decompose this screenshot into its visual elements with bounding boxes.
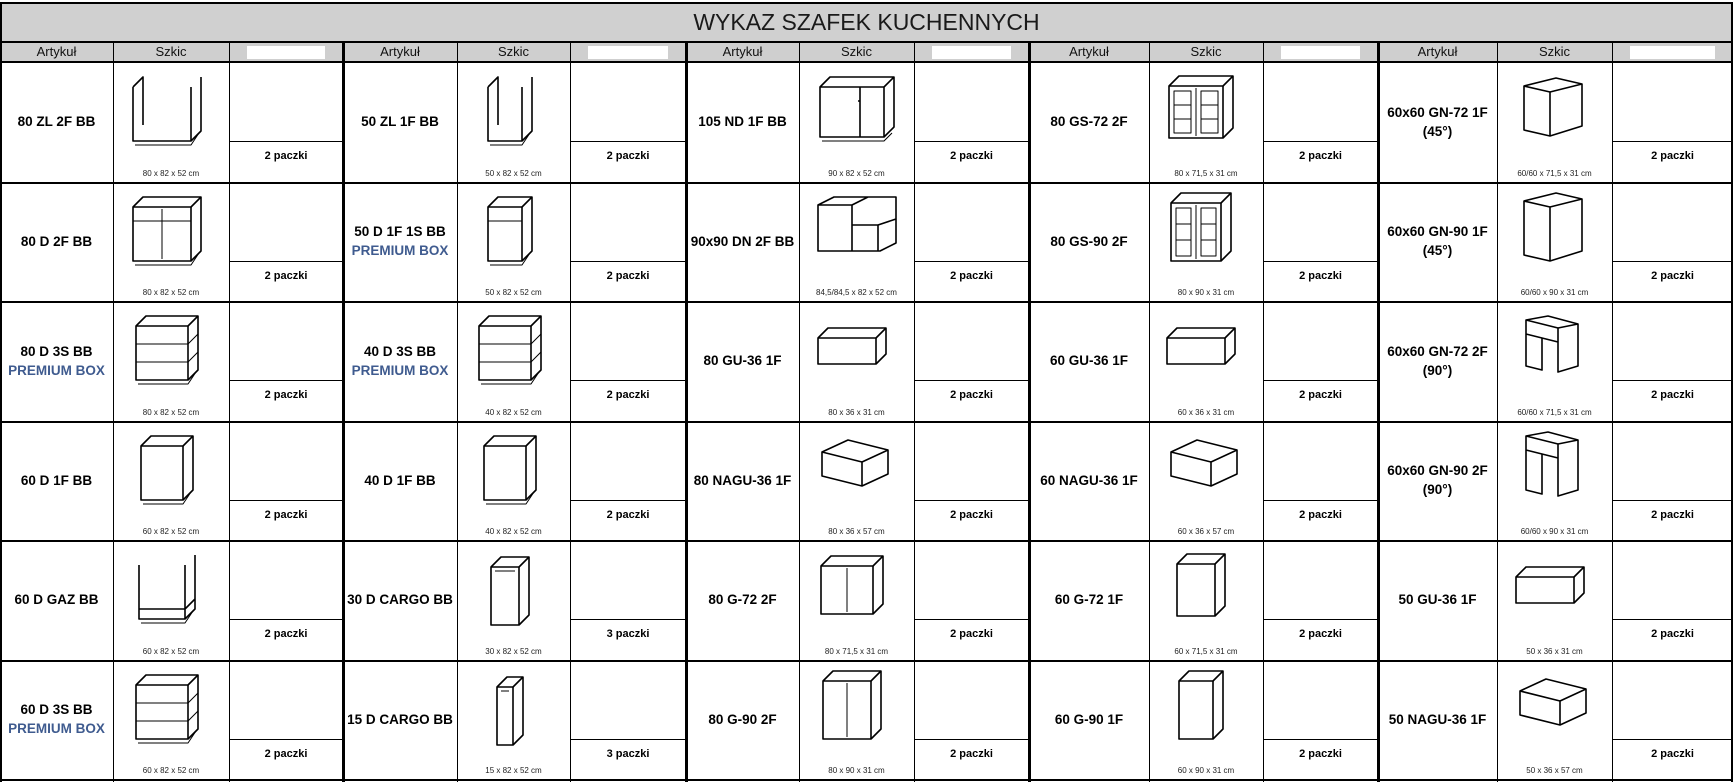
packages-count: 2 paczki: [264, 747, 308, 760]
article-name: [1378, 63, 1497, 183]
corner-wall-cabinet-90-icon: [1510, 310, 1600, 394]
dimensions-label: 60 x 82 x 52 cm: [142, 527, 200, 536]
packages-count: 2 paczki: [950, 628, 993, 640]
article-code: 30 D CARGO BB: [347, 592, 453, 608]
packages-count: 2 paczki: [1651, 508, 1694, 521]
article-name: [686, 541, 799, 661]
article-code: 80 D 3S BB: [20, 343, 93, 359]
row-border: [0, 540, 1733, 542]
article-name: [343, 183, 457, 303]
header-szkic: Szkic: [497, 44, 530, 59]
article-code: 60 G-90 1F: [1054, 711, 1124, 727]
wall-cabinet-1-door-tall-icon: [1161, 669, 1251, 753]
row-border: [0, 182, 1733, 184]
cell-divider: [914, 141, 1029, 142]
article-name: [1378, 422, 1497, 542]
article-name: [0, 541, 113, 661]
base-cabinet-2-door-icon: [126, 191, 216, 275]
header-bottom-border: [0, 61, 1733, 63]
cell-divider: [1612, 380, 1733, 381]
cargo-cabinet-narrow-icon: [469, 669, 559, 753]
column-border: [799, 43, 800, 782]
article-name: [0, 63, 113, 183]
article-subtitle: (90°): [1422, 482, 1453, 498]
cell-divider: [570, 141, 686, 142]
wall-cabinet-2-door-tall-icon: [812, 669, 902, 753]
packages-count: 2 paczki: [606, 150, 650, 162]
dimensions-label: 60/60 x 71,5 x 31 cm: [1517, 168, 1592, 178]
cell-divider: [914, 739, 1029, 740]
wall-cabinet-2-door-icon: [812, 549, 902, 633]
column-group-border: [342, 43, 345, 782]
base-cabinet-1-door-icon: [469, 430, 559, 514]
packages-count: 2 paczki: [606, 508, 650, 521]
column-border: [229, 43, 230, 782]
frame-top-border: [0, 2, 1733, 4]
packages-count: 2 paczki: [1651, 747, 1694, 760]
header-szkic: Szkic: [1538, 44, 1571, 59]
header-blank-field: [1630, 46, 1715, 59]
column-border: [570, 43, 571, 782]
cell-divider: [1263, 500, 1378, 501]
cell-divider: [229, 619, 343, 620]
cell-divider: [570, 500, 686, 501]
article-code: 80 G-90 2F: [708, 711, 777, 727]
cell-divider: [570, 380, 686, 381]
packages-count: 2 paczki: [606, 269, 650, 282]
row-border: [0, 421, 1733, 423]
oven-cabinet-icon: [126, 549, 216, 633]
dimensions-label: 60 x 82 x 52 cm: [142, 646, 200, 656]
article-name: [686, 63, 799, 183]
packages-count: 2 paczki: [950, 269, 993, 282]
corner-wall-cabinet-45-tall-icon: [1510, 191, 1600, 275]
cell-divider: [914, 500, 1029, 501]
dimensions-label: 60 x 71,5 x 31 cm: [1174, 646, 1238, 656]
dimensions-label: 60 x 82 x 52 cm: [142, 766, 200, 775]
article-name: [1378, 302, 1497, 422]
article-subtitle: PREMIUM BOX: [351, 362, 449, 378]
article-name: [1029, 541, 1149, 661]
article-name: [686, 183, 799, 303]
column-border: [1263, 43, 1264, 782]
dimensions-label: 60 x 90 x 31 cm: [1177, 766, 1235, 775]
packages-count: 2 paczki: [1651, 269, 1694, 282]
header-szkic: Szkic: [155, 44, 187, 59]
article-code: 105 ND 1F BB: [698, 114, 787, 130]
article-name: [1029, 183, 1149, 303]
article-code: 60 G-72 1F: [1054, 592, 1124, 608]
article-code: 60 D 3S BB: [20, 702, 93, 718]
dimensions-label: 60 x 36 x 57 cm: [1177, 527, 1235, 536]
column-group-border: [685, 43, 688, 782]
cell-divider: [570, 261, 686, 262]
page-title: WYKAZ SZAFEK KUCHENNYCH: [693, 9, 1040, 35]
glass-wall-cabinet-tall-icon: [1161, 191, 1251, 275]
dimensions-label: 30 x 82 x 52 cm: [485, 646, 542, 656]
header-blank-field: [932, 46, 1011, 59]
article-code: 50 GU-36 1F: [1398, 592, 1477, 608]
cell-divider: [229, 261, 343, 262]
cell-divider: [1612, 739, 1733, 740]
dimensions-label: 40 x 82 x 52 cm: [485, 527, 542, 536]
article-code: 60x60 GN-72 1F: [1387, 104, 1488, 120]
cell-divider: [229, 500, 343, 501]
header-szkic: Szkic: [1190, 44, 1222, 59]
cell-divider: [914, 261, 1029, 262]
article-name: [686, 302, 799, 422]
dimensions-label: 90 x 82 x 52 cm: [828, 168, 885, 178]
packages-count: 2 paczki: [1299, 628, 1342, 640]
dimensions-label: 60 x 36 x 31 cm: [1177, 407, 1235, 417]
column-border: [457, 43, 458, 782]
article-subtitle: PREMIUM BOX: [8, 362, 105, 378]
article-name: [343, 661, 457, 781]
packages-count: 2 paczki: [264, 389, 308, 401]
article-code: 60 D GAZ BB: [14, 592, 99, 608]
dimensions-label: 84,5/84,5 x 82 x 52 cm: [816, 288, 897, 297]
article-code: 90x90 DN 2F BB: [690, 233, 795, 249]
article-code: 40 D 1F BB: [364, 472, 436, 488]
packages-count: 2 paczki: [950, 389, 993, 401]
deep-wall-cabinet-icon: [1161, 430, 1251, 514]
column-border: [914, 43, 915, 782]
base-cabinet-3-drawer-icon: [126, 310, 216, 394]
wall-cabinet-low-icon: [812, 310, 902, 394]
article-subtitle: (90°): [1422, 362, 1453, 378]
dimensions-label: 80 x 71,5 x 31 cm: [1174, 168, 1238, 178]
wall-cabinet-low-icon: [1161, 310, 1251, 394]
cell-divider: [570, 619, 686, 620]
article-name: [343, 541, 457, 661]
header-szkic: Szkic: [840, 44, 873, 59]
packages-count: 3 paczki: [606, 628, 650, 640]
article-name: [343, 63, 457, 183]
glass-wall-cabinet-icon: [1161, 71, 1251, 155]
article-name: [1029, 661, 1149, 781]
packages-count: 2 paczki: [1299, 389, 1342, 401]
dimensions-label: 80 x 90 x 31 cm: [1177, 288, 1235, 297]
article-name: [343, 302, 457, 422]
article-code: 80 GS-90 2F: [1050, 233, 1128, 249]
packages-count: 2 paczki: [264, 150, 308, 162]
deep-wall-cabinet-icon: [812, 430, 902, 514]
base-cabinet-drawer-door-icon: [469, 191, 559, 275]
cell-divider: [1263, 739, 1378, 740]
corner-wall-cabinet-45-icon: [1510, 71, 1600, 155]
cargo-cabinet-icon: [469, 549, 559, 633]
article-name: [0, 422, 113, 542]
packages-count: 3 paczki: [606, 747, 650, 760]
dimensions-label: 50 x 82 x 52 cm: [485, 168, 542, 178]
article-code: 60x60 GN-90 1F: [1387, 224, 1488, 240]
wall-cabinet-low-icon: [1510, 549, 1600, 633]
article-code: 50 D 1F 1S BB: [354, 224, 446, 240]
packages-count: 2 paczki: [606, 389, 650, 401]
article-code: 80 GU-36 1F: [703, 353, 782, 369]
dimensions-label: 80 x 36 x 31 cm: [828, 407, 885, 417]
column-border: [1612, 43, 1613, 782]
header-blank-field: [1281, 46, 1360, 59]
base-cabinet-1-door-icon: [126, 430, 216, 514]
article-code: 60x60 GN-72 2F: [1387, 343, 1488, 359]
dimensions-label: 50 x 82 x 52 cm: [485, 288, 542, 297]
cell-divider: [914, 380, 1029, 381]
article-name: [1378, 183, 1497, 303]
corner-base-cabinet-icon: [812, 71, 902, 155]
dimensions-label: 60/60 x 90 x 31 cm: [1520, 527, 1589, 536]
row-border: [0, 779, 1733, 781]
packages-count: 2 paczki: [1299, 747, 1342, 760]
cell-divider: [1263, 619, 1378, 620]
packages-count: 2 paczki: [264, 628, 308, 640]
article-name: [1029, 422, 1149, 542]
header-artykul: Artykuł: [36, 44, 77, 59]
header-blank-field: [588, 46, 668, 59]
article-name: [1029, 63, 1149, 183]
cell-divider: [1263, 261, 1378, 262]
cell-divider: [1612, 261, 1733, 262]
base-cabinet-3-drawer-icon: [126, 669, 216, 753]
dimensions-label: 50 x 36 x 31 cm: [1526, 646, 1583, 656]
header-artykul: Artykuł: [722, 44, 763, 59]
packages-count: 2 paczki: [264, 508, 308, 521]
article-name: [686, 661, 799, 781]
cell-divider: [1263, 380, 1378, 381]
cell-divider: [229, 739, 343, 740]
column-group-border: [1377, 43, 1380, 782]
cell-divider: [914, 619, 1029, 620]
dimensions-label: 80 x 90 x 31 cm: [828, 766, 885, 775]
article-name: [1378, 541, 1497, 661]
column-border: [1149, 43, 1150, 782]
packages-count: 2 paczki: [1651, 628, 1694, 640]
article-name: [686, 422, 799, 542]
dimensions-label: 80 x 71,5 x 31 cm: [824, 646, 889, 656]
dimensions-label: 15 x 82 x 52 cm: [485, 766, 542, 775]
article-code: 40 D 3S BB: [363, 343, 437, 359]
packages-count: 2 paczki: [264, 269, 308, 282]
article-code: 80 NAGU-36 1F: [693, 472, 792, 488]
article-name: [1029, 302, 1149, 422]
l-corner-base-cabinet-icon: [812, 191, 902, 275]
cell-divider: [1263, 141, 1378, 142]
packages-count: 2 paczki: [950, 747, 993, 760]
article-name: [0, 183, 113, 303]
article-name: [1378, 661, 1497, 781]
cell-divider: [1612, 141, 1733, 142]
article-code: 60 D 1F BB: [20, 472, 93, 488]
dimensions-label: 60/60 x 71,5 x 31 cm: [1517, 407, 1592, 417]
article-subtitle: (45°): [1422, 243, 1453, 259]
sink-cabinet-1-door-icon: [469, 71, 559, 155]
article-code: 60 GU-36 1F: [1049, 353, 1129, 369]
dimensions-label: 80 x 82 x 52 cm: [142, 168, 200, 178]
cell-divider: [1612, 500, 1733, 501]
header-artykul: Artykuł: [1069, 44, 1109, 59]
title-bottom-border: [0, 41, 1733, 43]
cell-divider: [229, 141, 343, 142]
packages-count: 2 paczki: [1651, 389, 1694, 401]
article-code: 60x60 GN-90 2F: [1387, 463, 1488, 479]
article-code: 50 ZL 1F BB: [361, 114, 439, 130]
row-border: [0, 660, 1733, 662]
packages-count: 2 paczki: [1651, 150, 1694, 162]
article-code: 60 NAGU-36 1F: [1040, 472, 1138, 488]
article-code: 80 GS-72 2F: [1050, 114, 1128, 130]
dimensions-label: 60/60 x 90 x 31 cm: [1520, 288, 1589, 297]
article-subtitle: PREMIUM BOX: [351, 243, 449, 259]
dimensions-label: 80 x 82 x 52 cm: [142, 288, 200, 297]
article-subtitle: PREMIUM BOX: [8, 721, 105, 737]
deep-wall-cabinet-icon: [1510, 669, 1600, 753]
dimensions-label: 80 x 82 x 52 cm: [142, 407, 200, 417]
article-code: 80 D 2F BB: [20, 233, 93, 249]
packages-count: 2 paczki: [950, 150, 993, 162]
article-subtitle: (45°): [1422, 123, 1453, 139]
article-code: 80 G-72 2F: [708, 592, 777, 608]
header-blank-field: [247, 46, 325, 59]
wall-cabinet-1-door-icon: [1161, 549, 1251, 633]
row-border: [0, 301, 1733, 303]
dimensions-label: 40 x 82 x 52 cm: [485, 407, 542, 417]
cell-divider: [570, 739, 686, 740]
packages-count: 2 paczki: [1299, 269, 1342, 282]
cell-divider: [1612, 619, 1733, 620]
base-cabinet-3-drawer-icon: [469, 310, 559, 394]
packages-count: 2 paczki: [1299, 508, 1342, 521]
dimensions-label: 80 x 36 x 57 cm: [828, 527, 885, 536]
column-border: [1497, 43, 1498, 782]
base-cabinet-open-2-door-icon: [126, 71, 216, 155]
header-artykul: Artykuł: [1417, 44, 1458, 59]
frame-left-border: [0, 2, 2, 782]
article-name: [343, 422, 457, 542]
column-border: [113, 43, 114, 782]
cell-divider: [229, 380, 343, 381]
dimensions-label: 50 x 36 x 57 cm: [1526, 766, 1583, 775]
article-code: 50 NAGU-36 1F: [1388, 711, 1487, 727]
corner-wall-cabinet-90-tall-icon: [1510, 430, 1600, 514]
article-name: [0, 302, 113, 422]
article-code: 80 ZL 2F BB: [17, 114, 96, 130]
header-artykul: Artykuł: [380, 44, 420, 59]
packages-count: 2 paczki: [1299, 150, 1342, 162]
column-group-border: [1028, 43, 1031, 782]
article-name: [0, 661, 113, 781]
packages-count: 2 paczki: [950, 508, 993, 521]
article-code: 15 D CARGO BB: [347, 711, 453, 727]
